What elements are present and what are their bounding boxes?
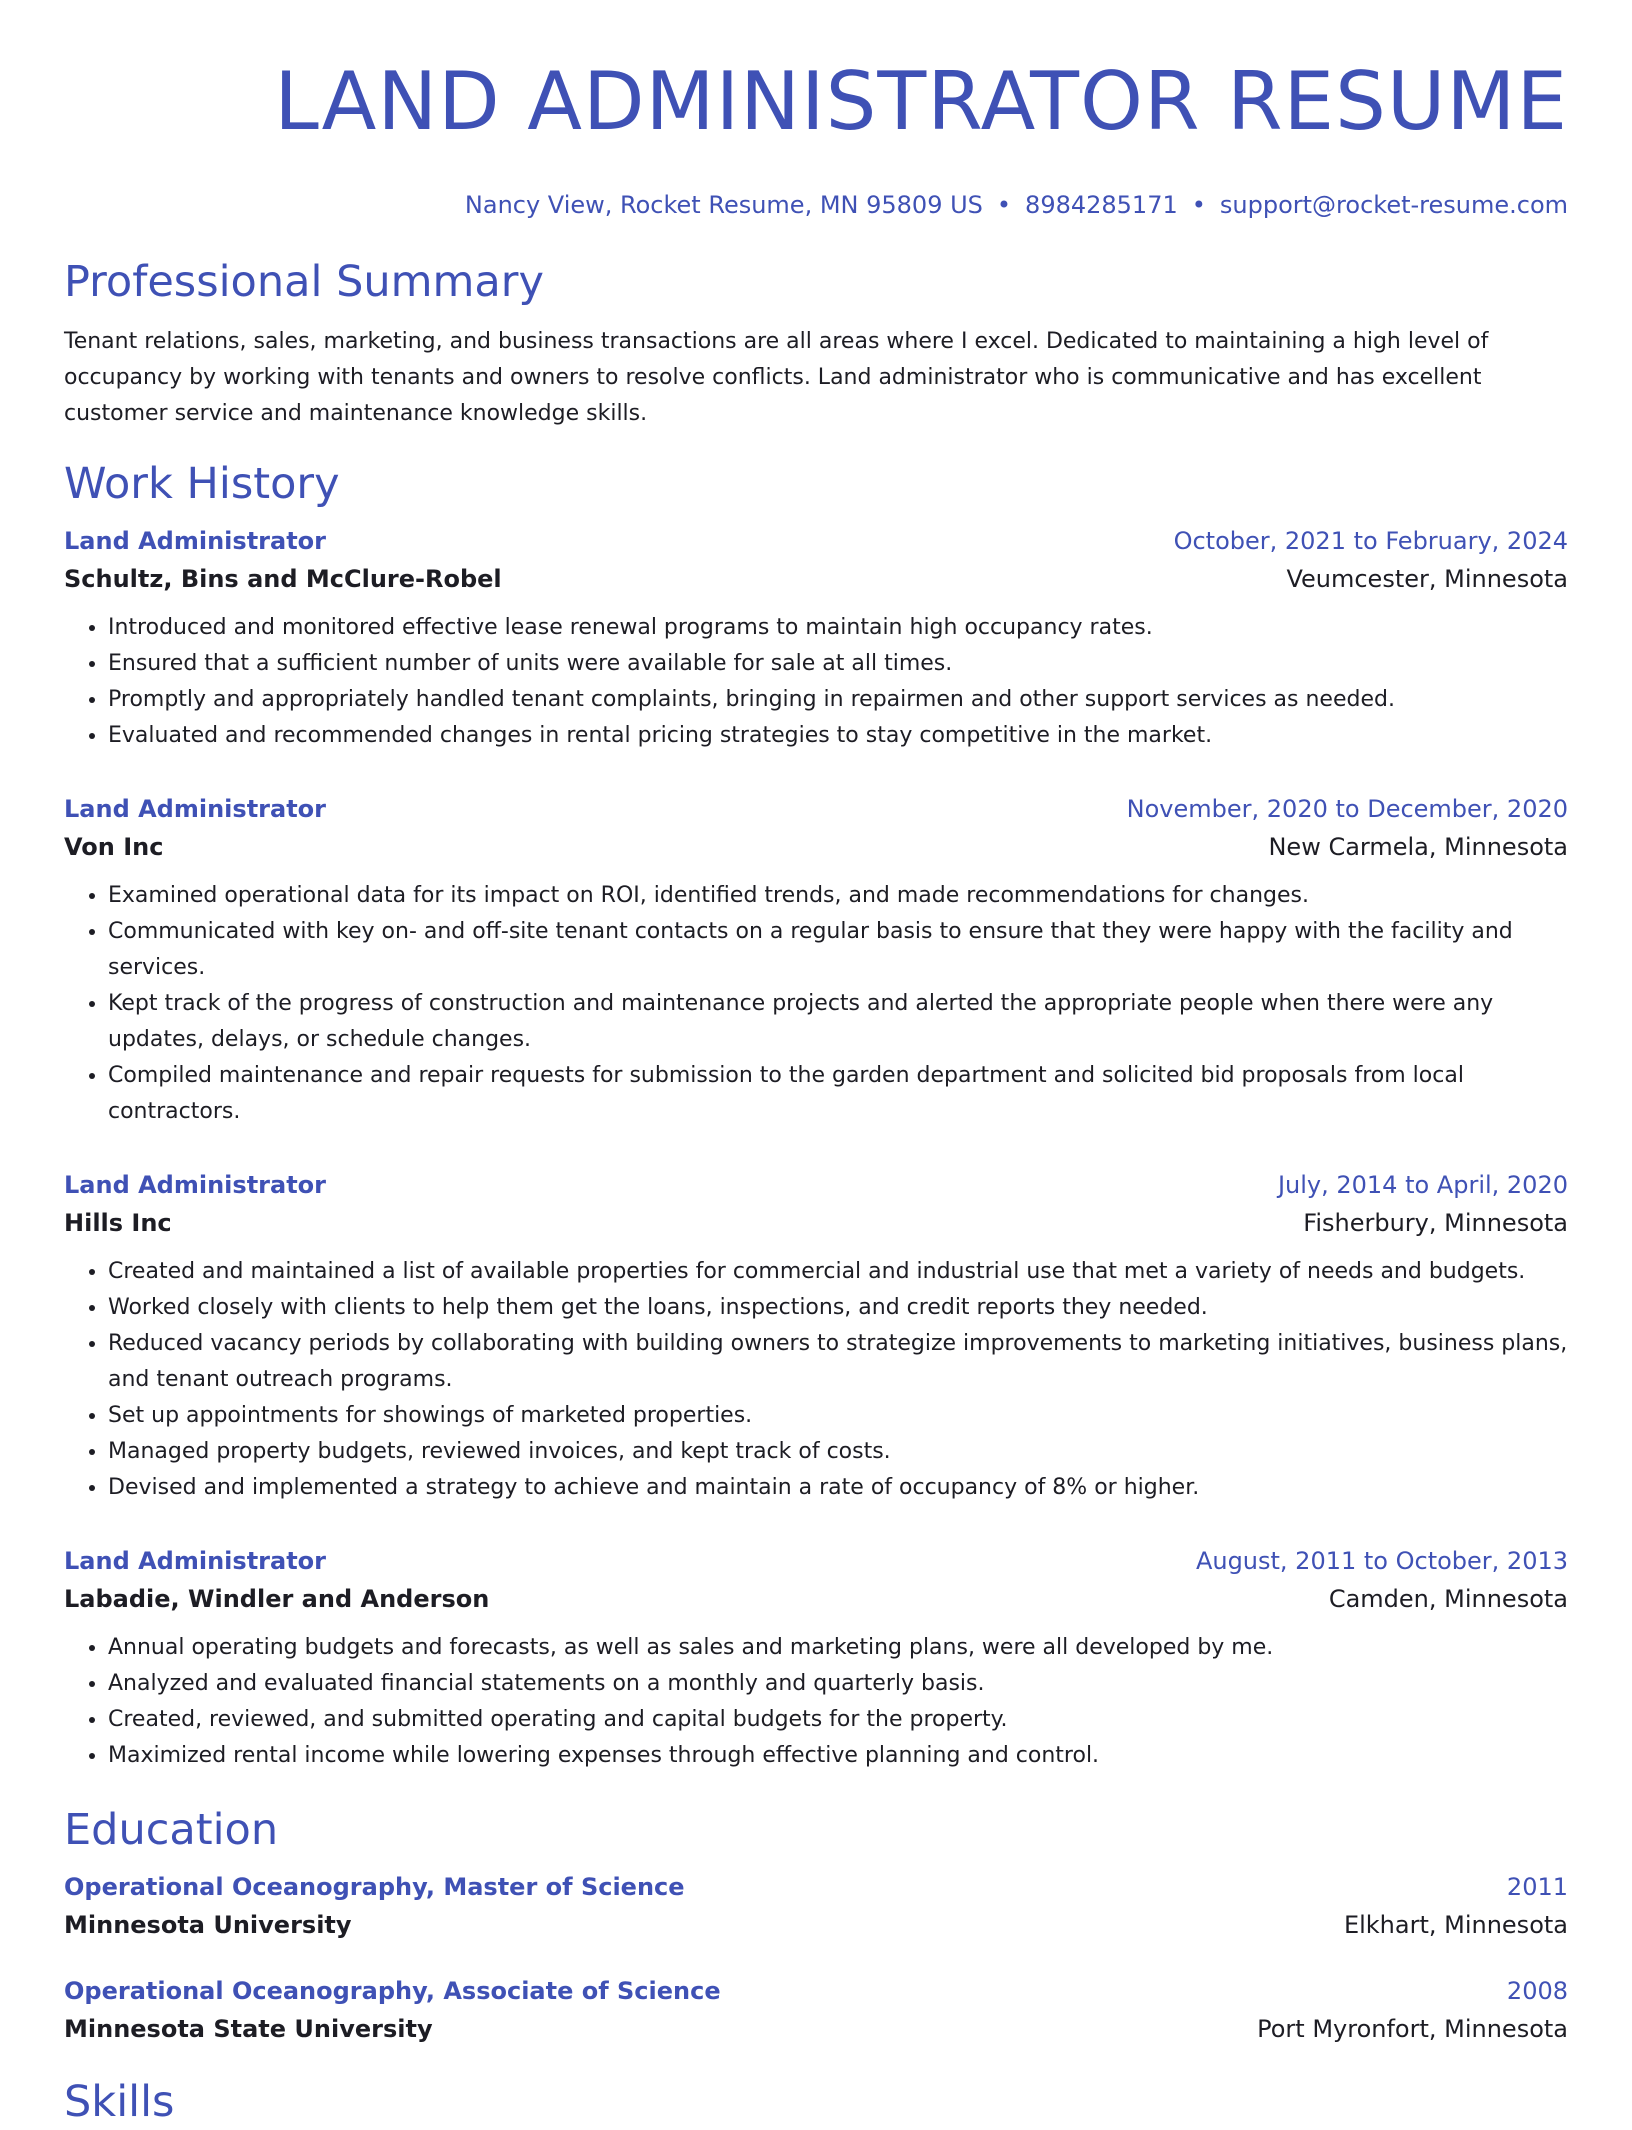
job-header-row (64, 1166, 1568, 1204)
contact-separator: • (996, 191, 1012, 219)
job-bullet: • Set up appointments for showings of marketed properties. (108, 1398, 1568, 1434)
job-location: Veumcester, Minnesota (1286, 565, 1568, 593)
education-school-row (64, 2010, 1568, 2048)
section-title-work-history: Work History (64, 459, 340, 509)
contact-line (64, 190, 1568, 220)
job-bullet: • Analyzed and evaluated financial statements on a monthly and quarterly basis. (108, 1666, 1568, 1702)
contact-address: Nancy View, Rocket Resume, MN 95809 US (464, 191, 983, 219)
contact-separator: • (1191, 191, 1206, 219)
job-location: New Carmela, Minnesota (1268, 833, 1568, 861)
summary-text: Tenant relations, sales, marketing, and business transactions are all areas where I excel. Dedicated to maintaining a high level of occupancy by working with tenants and owners to resolve conflicts. Land administrator who is communicative and has excellent customer service and maintenance knowledge skills. (64, 329, 1489, 426)
job-company-row (64, 828, 1568, 866)
education-header-row (64, 1868, 1568, 1906)
job-dates: July, 2014 to April, 2020 (1277, 1171, 1568, 1199)
job-bullet: • Created, reviewed, and submitted operating and capital budgets for the property. (108, 1702, 1568, 1738)
job-location: Camden, Minnesota (1328, 1585, 1568, 1613)
section-title-skills: Skills (64, 2077, 175, 2127)
education-year: 2008 (1506, 1977, 1568, 2005)
job-location: Fisherbury, Minnesota (1303, 1209, 1568, 1237)
job-header-row (64, 522, 1568, 560)
contact-email[interactable]: support@rocket-resume.com (1219, 191, 1568, 219)
job-dates: November, 2020 to December, 2020 (1126, 795, 1568, 823)
job-header-row (64, 790, 1568, 828)
job-entry (64, 1542, 1568, 1774)
job-bullets (64, 1254, 1568, 1506)
job-bullets (64, 878, 1568, 1130)
job-role: Land Administrator (64, 1547, 326, 1575)
job-company: Hills Inc (64, 1209, 172, 1237)
job-dates: October, 2021 to February, 2024 (1173, 527, 1568, 555)
job-company: Von Inc (64, 833, 164, 861)
education-entry (64, 1868, 1568, 1944)
job-bullet: • Kept track of the progress of construction and maintenance projects and alerted the appropriate people when there were any updates, delays, or schedule changes. (108, 986, 1568, 1058)
job-bullet: • Annual operating budgets and forecasts, as well as sales and marketing plans, were all developed by me. (108, 1630, 1568, 1666)
contact-phone[interactable]: 8984285171 (1025, 191, 1178, 219)
education-school-row (64, 1906, 1568, 1944)
job-role: Land Administrator (64, 527, 326, 555)
education-degree: Operational Oceanography, Associate of Science (64, 1977, 721, 2005)
job-bullets (64, 610, 1568, 754)
job-bullet: • Promptly and appropriately handled tenant complaints, bringing in repairmen and other support services as needed. (108, 682, 1568, 718)
job-company-row (64, 560, 1568, 598)
education-degree: Operational Oceanography, Master of Science (64, 1873, 685, 1901)
job-entry (64, 522, 1568, 754)
section-title-summary: Professional Summary (64, 257, 544, 307)
job-bullet: • Introduced and monitored effective lease renewal programs to maintain high occupancy rates. (108, 610, 1568, 646)
job-bullet: • Examined operational data for its impact on ROI, identified trends, and made recommendations for changes. (108, 878, 1568, 914)
education-header-row (64, 1972, 1568, 2010)
job-bullet: • Maximized rental income while lowering expenses through effective planning and control. (108, 1738, 1568, 1774)
section-title-education: Education (64, 1805, 279, 1855)
job-entry (64, 1166, 1568, 1506)
job-header-row (64, 1542, 1568, 1580)
education-location: Elkhart, Minnesota (1343, 1911, 1568, 1939)
job-company: Schultz, Bins and McClure-Robel (64, 565, 502, 593)
education-location: Port Myronfort, Minnesota (1257, 2015, 1568, 2043)
job-bullet: • Reduced vacancy periods by collaborating with building owners to strategize improvements to marketing initiatives, business plans, and tenant outreach programs. (108, 1326, 1568, 1398)
job-company-row (64, 1580, 1568, 1618)
job-bullets (64, 1630, 1568, 1774)
education-year: 2011 (1506, 1873, 1568, 1901)
education-school: Minnesota University (64, 1911, 352, 1939)
job-bullet: • Devised and implemented a strategy to achieve and maintain a rate of occupancy of 8% or higher. (108, 1470, 1568, 1506)
job-role: Land Administrator (64, 1171, 326, 1199)
job-bullet: • Worked closely with clients to help them get the loans, inspections, and credit reports they needed. (108, 1290, 1568, 1326)
job-bullet: • Communicated with key on- and off-site tenant contacts on a regular basis to ensure that they were happy with the facility and services. (108, 914, 1568, 986)
job-bullet: • Compiled maintenance and repair requests for submission to the garden department and solicited bid proposals from local contractors. (108, 1058, 1568, 1130)
job-bullet: • Created and maintained a list of available properties for commercial and industrial use that met a variety of needs and budgets. (108, 1254, 1568, 1290)
job-company-row (64, 1204, 1568, 1242)
job-role: Land Administrator (64, 795, 326, 823)
job-bullet: • Managed property budgets, reviewed invoices, and kept track of costs. (108, 1434, 1568, 1470)
education-school: Minnesota State University (64, 2015, 433, 2043)
job-company: Labadie, Windler and Anderson (64, 1585, 490, 1613)
job-bullet: • Evaluated and recommended changes in rental pricing strategies to stay competitive in the market. (108, 718, 1568, 754)
education-entry (64, 1972, 1568, 2048)
job-dates: August, 2011 to October, 2013 (1195, 1547, 1568, 1575)
resume-header (64, 0, 1568, 220)
job-bullet: • Ensured that a sufficient number of units were available for sale at all times. (108, 646, 1568, 682)
resume-title: LAND ADMINISTRATOR RESUME (274, 55, 1568, 148)
job-entry (64, 790, 1568, 1130)
